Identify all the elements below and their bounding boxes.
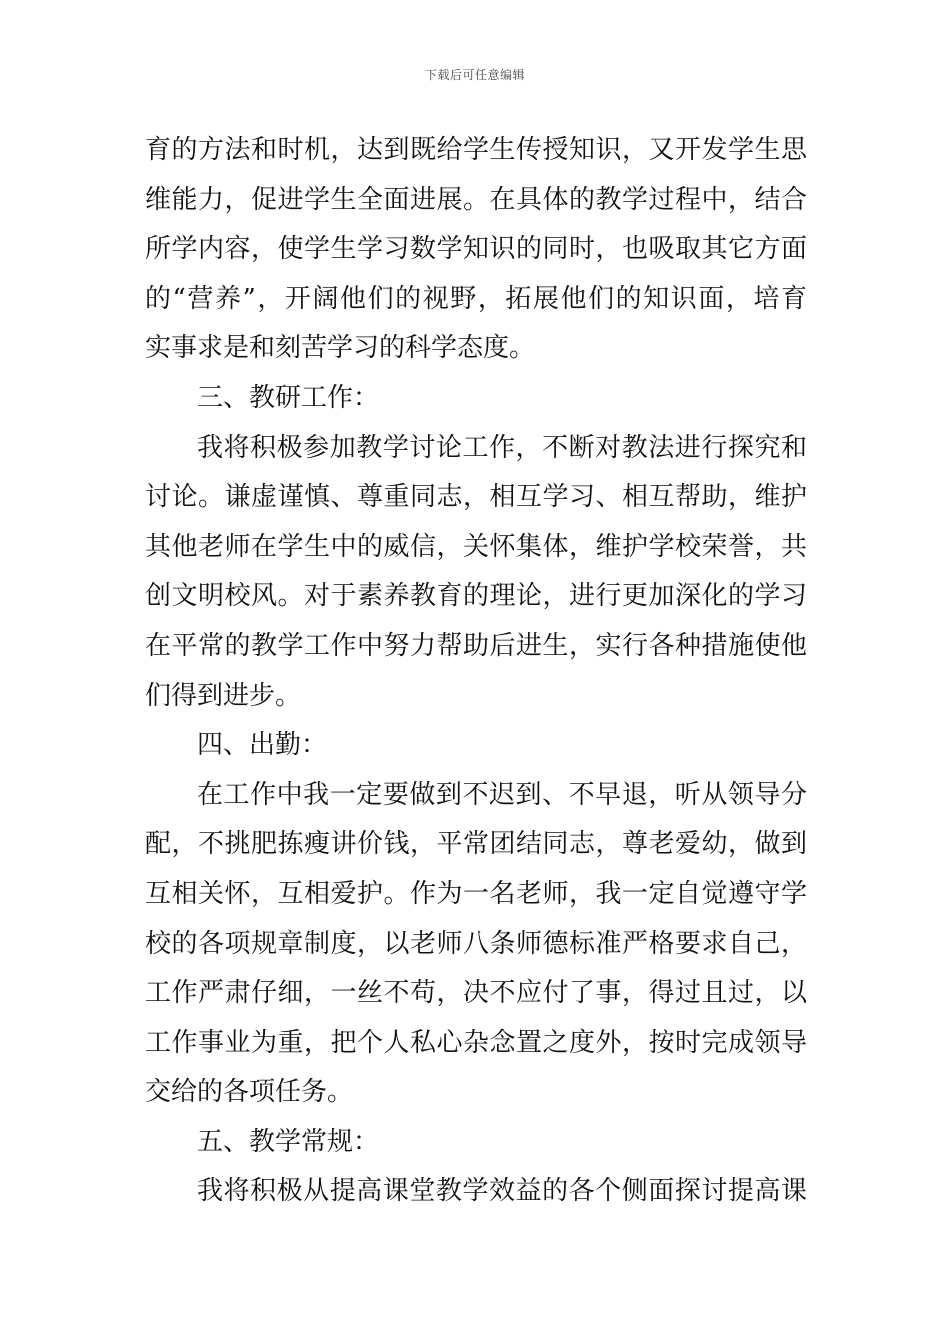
body-line: 的“营养”，开阔他们的视野，拓展他们的知识面，培育 (145, 283, 807, 314)
body-line: 工作事业为重，把个人私心杂念置之度外，按时完成领导 (145, 1027, 807, 1058)
body-line: 创文明校风。对于素养教育的理论，进行更加深化的学习 (145, 581, 807, 612)
body-line: 们得到进步。 (145, 680, 302, 711)
body-line: 四、出勤： (197, 730, 328, 761)
body-line: 配，不挑肥拣瘦讲价钱，平常团结同志，尊老爱幼，做到 (145, 829, 807, 860)
body-line: 交给的各项任务。 (145, 1077, 354, 1108)
body-line: 互相关怀，互相爱护。作为一名老师，我一定自觉遵守学 (145, 878, 807, 909)
body-line: 其他老师在学生中的威信，关怀集体，维护学校荣誉，共 (145, 531, 807, 562)
body-line: 五、教学常规： (197, 1126, 380, 1157)
body-line: 讨论。谦虚谨慎、尊重同志，相互学习、相互帮助，维护 (145, 482, 807, 513)
document-body (145, 126, 807, 1217)
body-line: 维能力，促进学生全面进展。在具体的教学过程中，结合 (145, 184, 807, 215)
body-line: 校的各项规章制度，以老师八条师德标准严格要求自己， (145, 928, 807, 959)
body-line: 所学内容，使学生学习数学知识的同时，也吸取其它方面 (145, 234, 807, 265)
body-line: 三、教研工作： (197, 382, 380, 413)
body-line: 工作严肃仔细，一丝不苟，决不应付了事，得过且过，以 (145, 978, 807, 1009)
body-line: 育的方法和时机，达到既给学生传授知识，又开发学生思 (145, 135, 807, 165)
body-line: 在平常的教学工作中努力帮助后进生，实行各种措施使他 (145, 630, 807, 661)
page-header: 下载后可任意编辑 (424, 68, 525, 82)
body-line: 在工作中我一定要做到不迟到、不早退，听从领导分 (197, 779, 807, 810)
body-line: 实事求是和刻苦学习的科学态度。 (145, 333, 536, 364)
body-line: 我将积极参加教学讨论工作，不断对教法进行探究和 (197, 432, 807, 463)
body-line: 我将积极从提高课堂教学效益的各个侧面探讨提高课 (197, 1176, 807, 1207)
